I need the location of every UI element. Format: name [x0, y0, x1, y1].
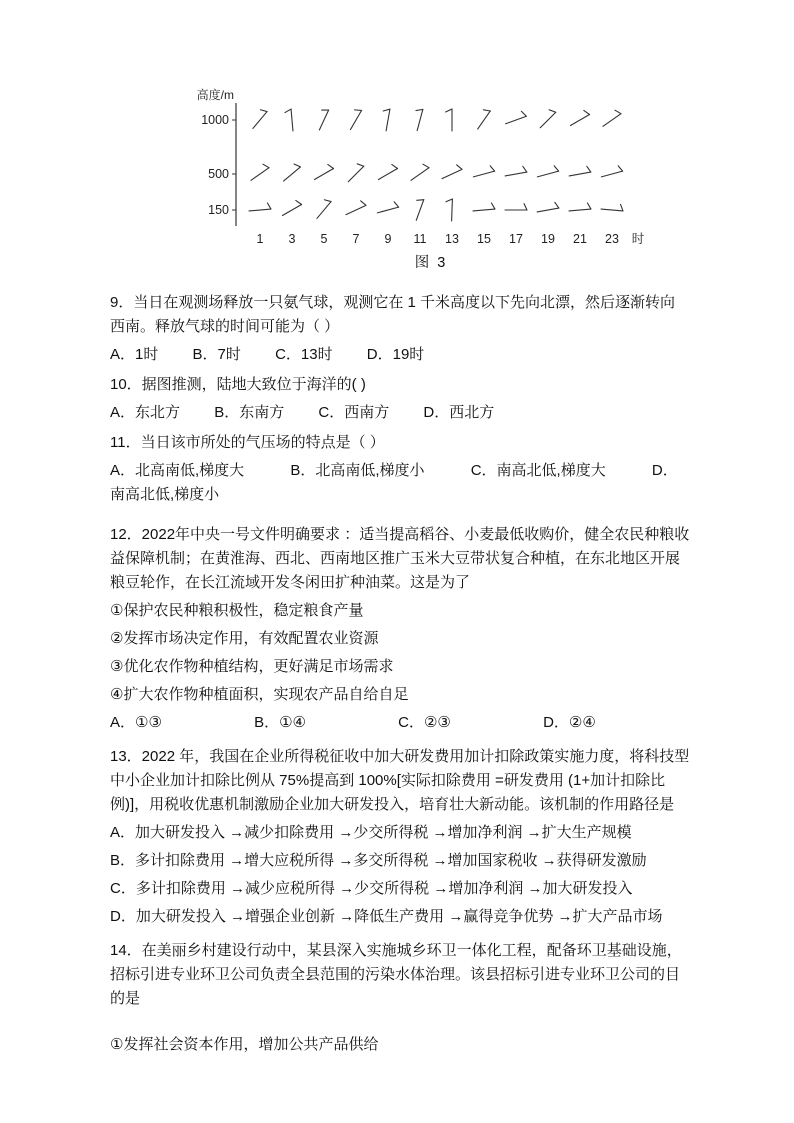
question-11	[110, 431, 690, 507]
svg-text:时: 时	[631, 232, 645, 246]
question-10-options	[110, 401, 690, 425]
option-b: B．①④	[254, 714, 306, 732]
question-12	[110, 523, 690, 735]
svg-text:21: 21	[573, 232, 587, 246]
question-12-item-3: ③优化农作物种植结构，更好满足市场需求	[110, 658, 394, 676]
option-c: C．②③	[398, 714, 451, 732]
svg-text:7: 7	[352, 232, 360, 246]
option-d: D．西北方	[423, 404, 495, 422]
option-b: B．北高南低,梯度小	[290, 462, 425, 480]
question-14-item-1: ①发挥社会资本作用，增加公共产品供给	[110, 1036, 379, 1054]
question-11-options	[110, 459, 690, 507]
option-a: A．1时	[110, 346, 159, 364]
question-12-item-4: ④扩大农作物种植面积，实现农产品自给自足	[110, 686, 409, 704]
svg-text:11: 11	[413, 232, 427, 246]
question-11-stem: 11．当日该市所处的气压场的特点是（ ）	[110, 434, 385, 452]
question-9-options	[110, 343, 690, 367]
option-d: D．19时	[366, 346, 425, 364]
wind-barb-chart	[196, 88, 666, 250]
figure-caption: 图 3	[414, 255, 448, 271]
option-a: A．加大研发投入 →减少扣除费用 →少交所得税 →增加净利润 →扩大生产规模	[110, 824, 632, 842]
option-c: C．多计扣除费用 →减少应税所得 →少交所得税 →增加净利润 →加大研发投入	[110, 880, 633, 898]
option-c: C．13时	[275, 346, 333, 364]
svg-text:高度/m: 高度/m	[196, 88, 234, 102]
svg-text:9: 9	[384, 232, 392, 246]
question-10-stem: 10．据图推测，陆地大致位于海洋的( )	[110, 376, 366, 394]
question-12-stem: 12．2022年中央一号文件明确要求 ：适当提高稻谷、小麦最低收购价，健全农民种粮收益保障机制；在黄淮海、西北、西南地区推广玉米大豆带状复合种植，在东北地区开展粮豆轮作，在长江流域开发冬闲田扩种油菜。这是为了	[110, 526, 690, 592]
question-12-item-1: ①保护农民种粮积极性，稳定粮食产量	[110, 602, 364, 620]
svg-text:500: 500	[208, 167, 229, 181]
svg-text:17: 17	[509, 232, 523, 246]
question-13	[110, 745, 690, 929]
question-14-stem: 14．在美丽乡村建设行动中，某县深入实施城乡环卫一体化工程，配备环卫基础设施，招标引进专业环卫公司负责全县范围的污染水体治理。该县招标引进专业环卫公司的目的是	[110, 942, 682, 1008]
option-d: D．加大研发投入 →增强企业创新 →降低生产费用 →赢得竞争优势 →扩大产品市场	[110, 908, 663, 926]
question-14	[110, 939, 690, 1057]
question-13-stem: 13．2022 年，我国在企业所得税征收中加大研发费用加计扣除政策实施力度，将科技型中小企业加计扣除比例从 75%提高到 100%[实际扣除费用 =研发费用 (1+加计扣除比例)]，用税收优惠机制激励企业加大研发投入，培育壮大新动能。该机制的作用路径是	[110, 748, 690, 814]
option-c: C．西南方	[318, 404, 390, 422]
svg-text:15: 15	[477, 232, 491, 246]
question-9	[110, 291, 690, 367]
question-10	[110, 373, 690, 425]
option-b: B．东南方	[214, 404, 285, 422]
svg-text:13: 13	[445, 232, 459, 246]
question-9-stem: 9．当日在观测场释放一只氨气球，观测它在 1 千米高度以下先向北漂，然后逐渐转向西南。释放气球的时间可能为（ ）	[110, 294, 676, 336]
svg-text:1000: 1000	[201, 113, 229, 127]
option-d: D．南高北低,梯度小	[110, 462, 678, 504]
option-a: A．北高南低,梯度大	[110, 462, 245, 480]
figure	[196, 88, 666, 275]
option-b: B．多计扣除费用 →增大应税所得 →多交所得税 →增加国家税收 →获得研发激励	[110, 852, 647, 870]
option-a: A．①③	[110, 714, 162, 732]
option-c: C．南高北低,梯度大	[470, 462, 606, 480]
option-b: B．7时	[192, 346, 241, 364]
question-12-options	[110, 711, 690, 735]
question-12-item-2: ②发挥市场决定作用，有效配置农业资源	[110, 630, 379, 648]
option-a: A．东北方	[110, 404, 181, 422]
svg-text:1: 1	[256, 232, 264, 246]
svg-text:150: 150	[208, 203, 229, 217]
option-d: D．②④	[543, 714, 596, 732]
svg-text:19: 19	[541, 232, 555, 246]
svg-text:23: 23	[605, 232, 619, 246]
svg-text:5: 5	[320, 232, 328, 246]
svg-text:3: 3	[288, 232, 296, 246]
